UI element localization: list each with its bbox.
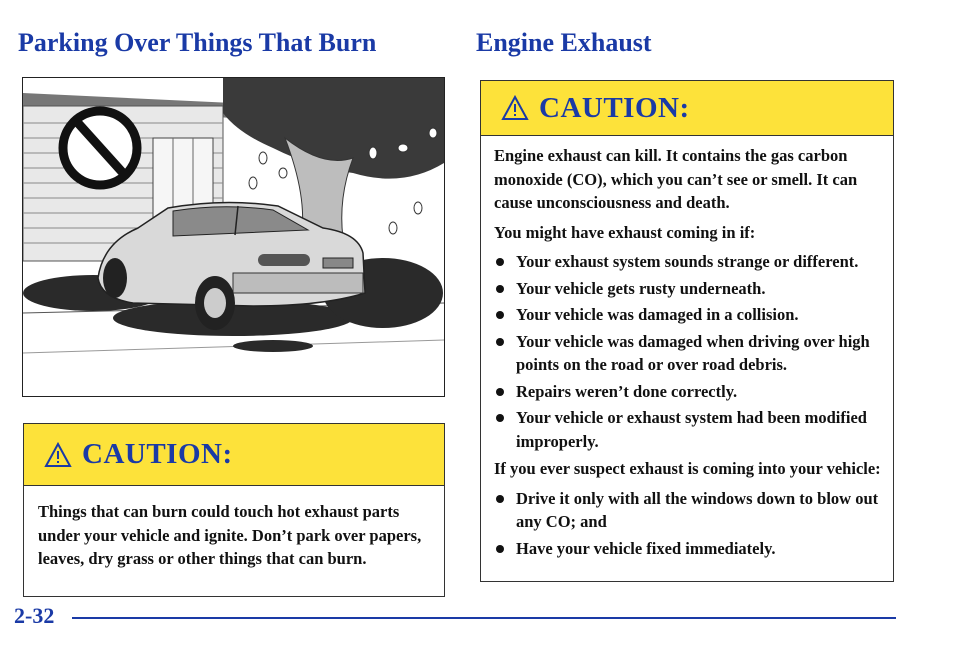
car-over-leaves-illustration xyxy=(22,77,445,397)
condition-list xyxy=(494,250,881,453)
caution-header xyxy=(24,424,444,486)
caution-intro: Engine exhaust can kill. It contains the gas carbon monoxide (CO), which you can’t see or smell. It can cause unconsciousness and death. xyxy=(494,146,858,212)
list-item: Your vehicle was damaged when driving over high points on the road or over road debris. xyxy=(494,330,881,377)
list-item: Repairs weren’t done correctly. xyxy=(494,380,881,404)
page-title-exhaust: Engine Exhaust xyxy=(476,28,652,57)
page-number: 2-32 xyxy=(14,603,55,628)
list-item: Your vehicle or exhaust system had been modified improperly. xyxy=(494,406,881,453)
caution-label: CAUTION: xyxy=(539,91,690,124)
action-list xyxy=(494,487,881,561)
page-title-parking: Parking Over Things That Burn xyxy=(18,28,377,57)
caution-box-exhaust xyxy=(480,80,894,582)
warning-triangle-icon xyxy=(44,442,72,468)
list-item: Have your vehicle fixed immediately. xyxy=(494,537,881,561)
warning-triangle-icon xyxy=(501,95,529,121)
caution-text: Things that can burn could touch hot exhaust parts under your vehicle and ignite. Don’t park over papers, leaves, dry grass or other things that can burn. xyxy=(38,502,422,568)
list-item: Drive it only with all the windows down to blow out any CO; and xyxy=(494,487,881,534)
illustration-drawing xyxy=(23,78,444,396)
footer-rule xyxy=(72,617,896,619)
caution-label: CAUTION: xyxy=(82,438,233,470)
caution-box-parking xyxy=(23,423,445,597)
list-item: Your vehicle was damaged in a collision. xyxy=(494,303,881,327)
caution-header xyxy=(481,81,893,136)
prohibition-icon xyxy=(63,111,137,185)
list-item: Your vehicle gets rusty underneath. xyxy=(494,277,881,301)
caution-lead: You might have exhaust coming in if: xyxy=(494,222,756,242)
caution-suspect: If you ever suspect exhaust is coming into your vehicle: xyxy=(494,459,881,478)
list-item: Your exhaust system sounds strange or different. xyxy=(494,250,881,274)
